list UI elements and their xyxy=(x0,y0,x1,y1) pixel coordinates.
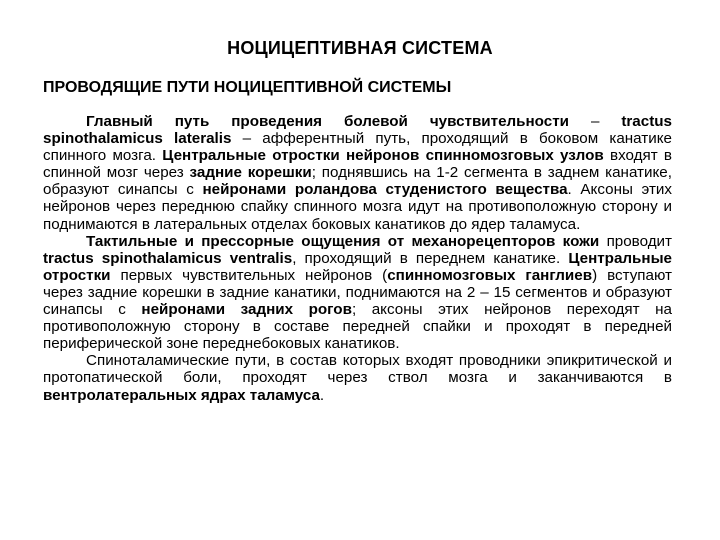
bold-text: tractus spinothalamicus lateralis xyxy=(43,113,672,148)
body-text xyxy=(43,113,672,404)
text: ; поднявшись на 1-2 сегмента в заднем канатике, образуют синапсы с xyxy=(43,164,672,199)
text: ) вступают через задние корешки в задние канатики, поднимаются на 2 – 15 сегментов и образуют синапсы с xyxy=(43,266,672,319)
paragraph-lateral-tract xyxy=(43,113,672,233)
bold-text: нейронами задних рогов xyxy=(141,301,352,319)
text: – афферентный путь, проходящий в боковом канатике спинного мозга. xyxy=(43,130,672,165)
bold-text: Центральные отростки xyxy=(43,249,672,284)
text: , проходящий в переднем канатике. xyxy=(292,249,569,267)
text: проводит xyxy=(599,232,672,250)
text: – xyxy=(568,113,622,130)
text: Спиноталамические пути, в состав которых входят проводники эпикритической и протопатической боли, проходят через ствол мозга и заканчиваются в xyxy=(43,352,672,387)
paragraph-ventral-tract xyxy=(43,233,672,353)
bold-text: спинномозговых ганглиев xyxy=(387,266,593,284)
text: первых чувствительных нейронов ( xyxy=(110,266,388,284)
bold-text: задние корешки xyxy=(189,164,312,182)
bold-text: Главный путь проведения болевой чувствительности xyxy=(86,113,569,130)
text: . xyxy=(319,386,325,404)
section-subtitle: ПРОВОДЯЩИЕ ПУТИ НОЦИЦЕПТИВНОЙ СИСТЕМЫ xyxy=(43,79,452,96)
bold-text: нейронами роландова студенистого вещества xyxy=(202,181,568,199)
page-title: НОЦИЦЕПТИВНАЯ СИСТЕМА xyxy=(227,38,493,58)
bold-text: Тактильные и прессорные ощущения от механорецепторов кожи xyxy=(86,232,600,250)
bold-text: tractus spinothalamicus ventralis xyxy=(43,249,293,267)
text: . Аксоны этих нейронов через переднюю спайку спинного мозга идут на противоположную сторону и поднимаются в латеральных отделах боковых канатиков до ядер таламуса. xyxy=(43,181,672,233)
paragraph-spinothalamic-paths xyxy=(43,352,672,403)
text: входят в спинной мозг через xyxy=(43,147,672,182)
text: ; аксоны этих нейронов переходят на противоположную сторону в составе передней спайки и проходят в передней периферической зоне переднебоковых канатиков. xyxy=(43,301,673,353)
bold-text: Центральные отростки нейронов спинномозговых узлов xyxy=(162,147,604,165)
bold-text: вентролатеральных ядрах таламуса xyxy=(43,386,320,404)
